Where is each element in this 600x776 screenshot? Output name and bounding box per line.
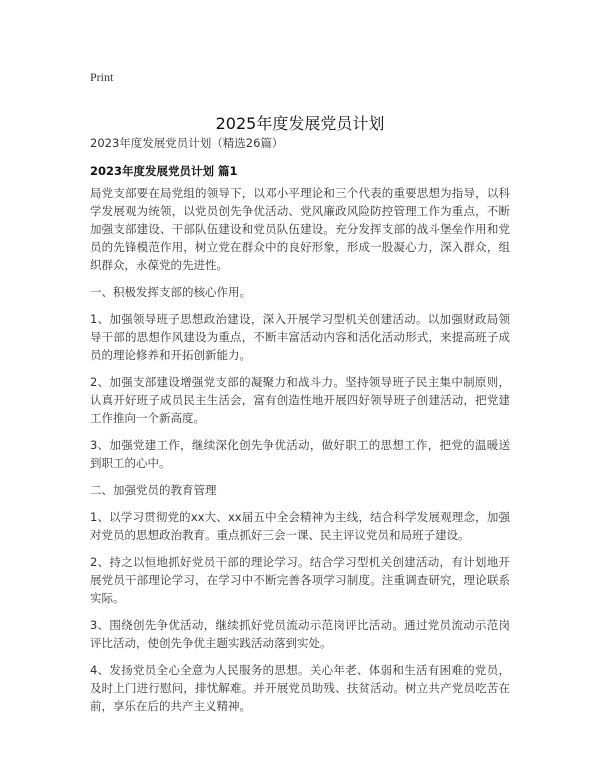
paragraph: 2、持之以恒地抓好党员干部的理论学习。结合学习型机关创建活动，有计划地开展党员干部理论学习，在学习中不断完善各项学习制度。注重调查研究，理论联系实际。 bbox=[90, 555, 510, 605]
paragraph: 3、加强党建工作，继续深化创先争优活动，做好职工的思想工作，把党的温暖送到职工的心中。 bbox=[90, 438, 510, 470]
section-heading: 2023年度发展党员计划 篇1 bbox=[90, 164, 238, 178]
subheading: 一、积极发挥支部的核心作用。 bbox=[90, 285, 251, 299]
page-title: 2025年度发展党员计划 bbox=[215, 113, 385, 133]
subheading: 二、加强党员的教育管理 bbox=[90, 483, 217, 497]
paragraph: 2、加强支部建设增强党支部的凝聚力和战斗力。坚持领导班子民主集中制原则，认真开好班子成员民主生活会，富有创造性地开展四好领导班子创建活动，把党建工作推向一个新高度。 bbox=[90, 375, 510, 425]
paragraph: 4、发扬党员全心全意为人民服务的思想。关心年老、体弱和生活有困难的党员，及时上门进行慰问，排忧解难。并开展党员助残、扶贫活动。树立共产党员吃苦在前，享乐在后的共产主义精神。 bbox=[90, 663, 510, 713]
document-subtitle: 2023年度发展党员计划（精选26篇） bbox=[90, 136, 284, 150]
paragraph: 局党支部要在局党组的领导下，以邓小平理论和三个代表的重要思想为指导，以科学发展观为统领，以党员创先争优活动、党风廉政风险防控管理工作为重点，不断加强支部建设、干部队伍建设和党员队伍建设。充分发挥支部的战斗堡垒作用和党员的先锋模范作用，树立党在群众中的良好形象，形成一股凝心力，深入群众，组织群众，永葆党的先进性。 bbox=[90, 186, 510, 272]
print-link[interactable]: Print bbox=[90, 70, 114, 84]
paragraph: 1、加强领导班子思想政治建设，深入开展学习型机关创建活动。以加强财政局领导干部的思想作风建设为重点，不断丰富活动内容和活化活动形式，来提高班子成员的理论修养和开拓创新能力。 bbox=[90, 312, 510, 362]
document-body bbox=[90, 184, 510, 724]
paragraph: 1、以学习贯彻党的xx大、xx届五中全会精神为主线，结合科学发展观理念，加强对党员的思想政治教育。重点抓好三会一课、民主评议党员和局班子建设。 bbox=[90, 510, 510, 542]
paragraph: 3、围绕创先争优活动，继续抓好党员流动示范岗评比活动。通过党员流动示范岗评比活动，使创先争优主题实践活动落到实处。 bbox=[90, 618, 510, 650]
